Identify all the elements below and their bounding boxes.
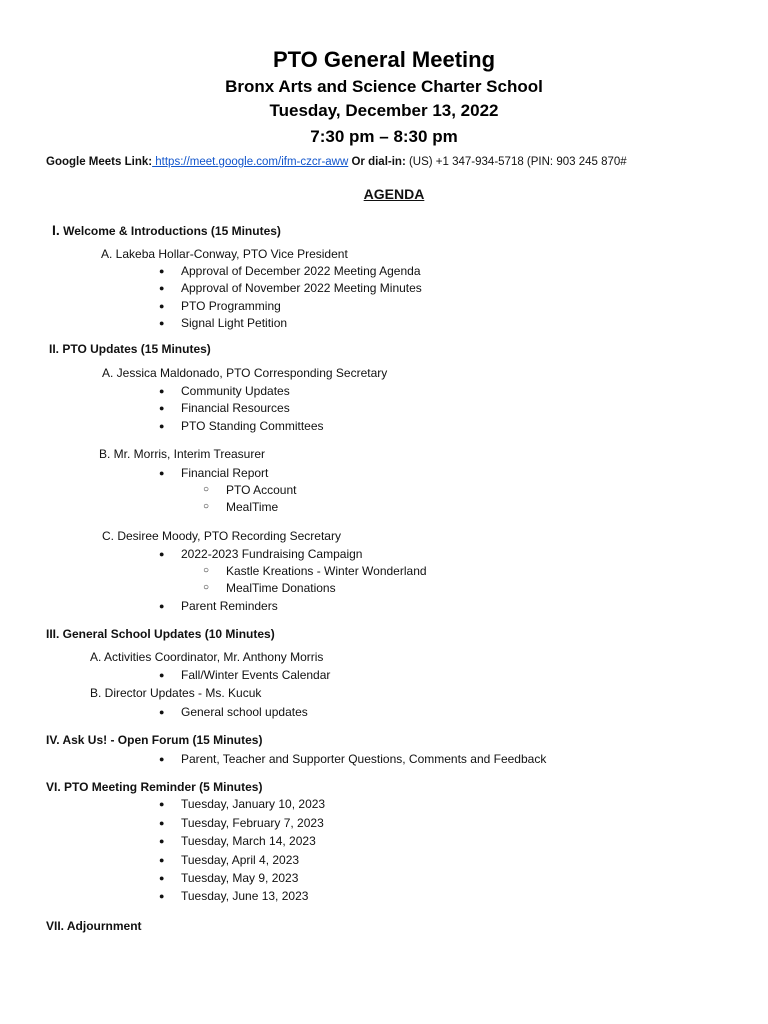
list-item: ● PTO Standing Committees	[181, 419, 324, 433]
list-item: ● Approval of November 2022 Meeting Minutes	[181, 281, 422, 295]
list-item: ● PTO Programming	[181, 299, 281, 313]
list-item: ● Community Updates	[181, 384, 290, 398]
meet-label: Google Meets Link:	[46, 156, 153, 168]
section-3-heading: III. General School Updates (10 Minutes)	[46, 627, 275, 641]
list-item: ● Tuesday, June 13, 2023	[181, 889, 308, 903]
meet-link[interactable]: https://meet.google.com/ifm-czcr-aww	[152, 156, 349, 168]
list-item: ● Signal Light Petition	[181, 316, 287, 330]
list-item: ● Tuesday, March 14, 2023	[181, 834, 316, 848]
section-3-sub-a: A. Activities Coordinator, Mr. Anthony Morris	[90, 650, 324, 664]
school-name: Bronx Arts and Science Charter School	[225, 77, 543, 96]
section-7-heading: VII. Adjournment	[46, 919, 142, 933]
sub-list-item: ○ MealTime	[226, 500, 278, 514]
section-1-heading	[52, 222, 281, 238]
list-item: ● 2022-2023 Fundraising Campaign	[181, 547, 362, 561]
list-item: ● General school updates	[181, 705, 308, 719]
section-1-number: I.	[52, 222, 60, 238]
section-2-heading: II. PTO Updates (15 Minutes)	[49, 342, 211, 356]
section-1-title: Welcome & Introductions (15 Minutes)	[59, 224, 281, 238]
section-4-heading: IV. Ask Us! - Open Forum (15 Minutes)	[46, 733, 263, 747]
meeting-title: PTO General Meeting	[272, 47, 496, 72]
list-item: ● Fall/Winter Events Calendar	[181, 668, 330, 682]
sub-list-item: ○ Kastle Kreations - Winter Wonderland	[226, 564, 427, 578]
section-3-sub-b: B. Director Updates - Ms. Kucuk	[90, 686, 262, 700]
list-item: ● Approval of December 2022 Meeting Agenda	[181, 264, 421, 278]
section-2-sub-a: A. Jessica Maldonado, PTO Corresponding Secretary	[102, 366, 388, 380]
list-item: ● Parent Reminders	[181, 599, 278, 613]
list-item: ● Tuesday, February 7, 2023	[181, 816, 324, 830]
agenda-heading: AGENDA	[363, 186, 425, 202]
section-2-sub-c: C. Desiree Moody, PTO Recording Secretary	[102, 529, 341, 543]
sub-list-item: ○ PTO Account	[226, 483, 296, 497]
meet-info-line	[46, 156, 627, 168]
meeting-time: 7:30 pm – 8:30 pm	[310, 127, 458, 146]
list-item: ● Financial Resources	[181, 401, 290, 415]
dial-in-text: (US) +1 347-934-5718 (PIN: 903 245 870#	[405, 156, 627, 168]
dial-in-label: Or dial-in:	[348, 156, 406, 168]
list-item: ● Tuesday, May 9, 2023	[181, 871, 298, 885]
section-6-heading: VI. PTO Meeting Reminder (5 Minutes)	[46, 780, 263, 794]
sub-list-item: ○ MealTime Donations	[226, 581, 336, 595]
section-1-sub-a: A. Lakeba Hollar-Conway, PTO Vice President	[101, 247, 348, 261]
list-item: ● Financial Report	[181, 466, 268, 480]
list-item: ● Tuesday, April 4, 2023	[181, 853, 299, 867]
section-2-sub-b: B. Mr. Morris, Interim Treasurer	[99, 447, 266, 461]
list-item: ● Parent, Teacher and Supporter Questions, Comments and Feedback	[181, 752, 546, 766]
meeting-date: Tuesday, December 13, 2022	[269, 101, 499, 120]
list-item: ● Tuesday, January 10, 2023	[181, 797, 325, 811]
